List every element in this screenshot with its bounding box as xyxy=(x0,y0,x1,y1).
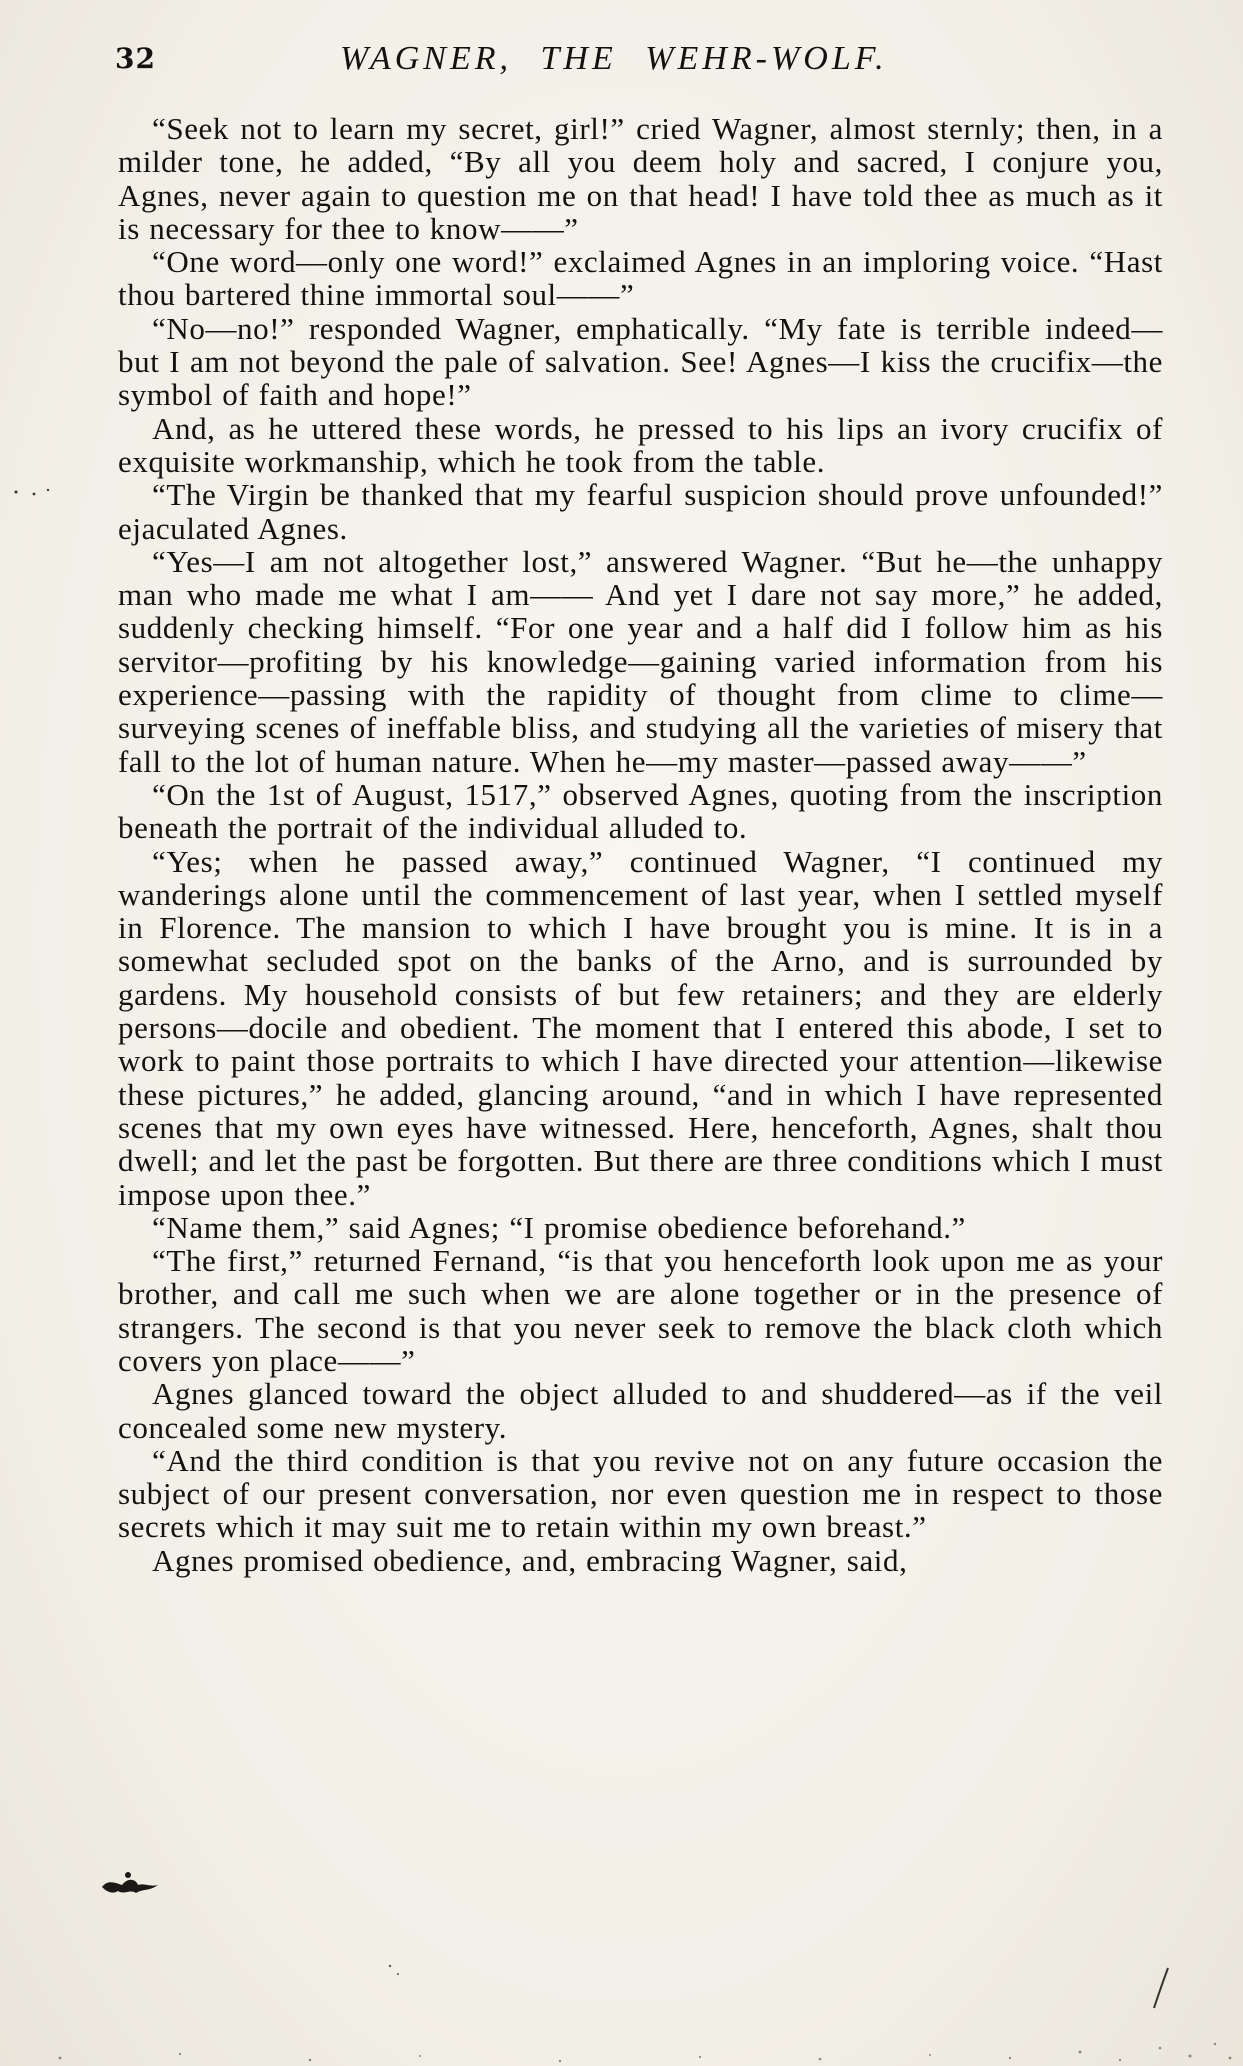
paragraph: And, as he uttered these words, he pressed to his lips an ivory crucifix of exquisite workmanship, which he took from the table. xyxy=(118,410,1163,479)
paragraph: “On the 1st of August, 1517,” observed Agnes, quoting from the inscription beneath the portrait of the individual alluded to. xyxy=(118,776,1163,846)
paragraph: “No—no!” responded Wagner, emphatically. “My fate is terrible indeed—but I am not beyond the pale of salvation. See! Agnes—I kiss the crucifix—the symbol of faith and hope!” xyxy=(118,310,1163,413)
paragraph: “Seek not to learn my secret, girl!” cried Wagner, almost sternly; then, in a milder tone, he added, “By all you deem holy and sacred, I conjure you, Agnes, never again to question me on that head! I have told thee as much as it is necessary for thee to know——” xyxy=(118,111,1163,246)
paragraph: “Name them,” said Agnes; “I promise obedience beforehand.” xyxy=(152,1209,966,1245)
paragraph: “And the third condition is that you revive not on any future occasion the subject of our present conversation, nor even question me in respect to those secrets which it may suit me to retain within my own breast.” xyxy=(118,1442,1163,1545)
paragraph: “Yes—I am not altogether lost,” answered Wagner. “But he—the unhappy man who made me what I am—— And yet I dare not say more,” he added, suddenly checking himself. “For one year and a half did I follow him as his servitor—profiting by his knowledge—gaining varied information from his experience—passing with the rapidity of thought from clime to clime—surveying scenes of ineffable bliss, and studying all the varieties of misery that fall to the lot of human nature. When he—my master—passed away——” xyxy=(118,543,1163,779)
page-number: 32 xyxy=(115,42,156,75)
center-speck xyxy=(380,1960,410,1980)
paragraph: “Yes; when he passed away,” continued Wagner, “I continued my wanderings alone until the commencement of last year, when I settled myself in Florence. The mansion to which I have brought you is mine. It is in a somewhat secluded spot on the banks of the Arno, and is surrounded by gardens. My household consists of but few retainers; and they are elderly persons—docile and obedient. The moment that I entered this abode, I set to work to paint those portraits to which I have directed your attention—likewise these pictures,” he added, glancing around, “and in which I have represented scenes that my own eyes have witnessed. Here, henceforth, Agnes, shalt thou dwell; and let the past be forgotten. But there are three conditions which I must impose upon thee.” xyxy=(118,843,1163,1212)
scan-edge-noise xyxy=(0,2028,1243,2066)
body-text xyxy=(118,112,1163,1577)
paragraph: Agnes glanced toward the object alluded to and shuddered—as if the veil concealed some new mystery. xyxy=(118,1376,1163,1445)
paragraph: “The Virgin be thanked that my fearful suspicion should prove unfounded!” ejaculated Agnes. xyxy=(118,477,1163,546)
paragraph: “One word—only one word!” exclaimed Agnes in an imploring voice. “Hast thou bartered thine immortal soul——” xyxy=(118,244,1163,313)
paragraph: Agnes promised obedience, and, embracing Wagner, said, xyxy=(152,1542,908,1578)
running-header xyxy=(115,42,1165,82)
running-title: WAGNER, THE WEHR-WOLF. xyxy=(340,40,888,77)
lower-margin-mark xyxy=(1148,1962,1174,2012)
ink-blot-ornament xyxy=(98,1865,162,1899)
paragraph: “The first,” returned Fernand, “is that you henceforth look upon me as your brother, and call me such when we are alone together or in the presence of strangers. The second is that you never seek to remove the black cloth which covers yon place——” xyxy=(118,1243,1163,1378)
left-margin-speck xyxy=(12,486,52,500)
